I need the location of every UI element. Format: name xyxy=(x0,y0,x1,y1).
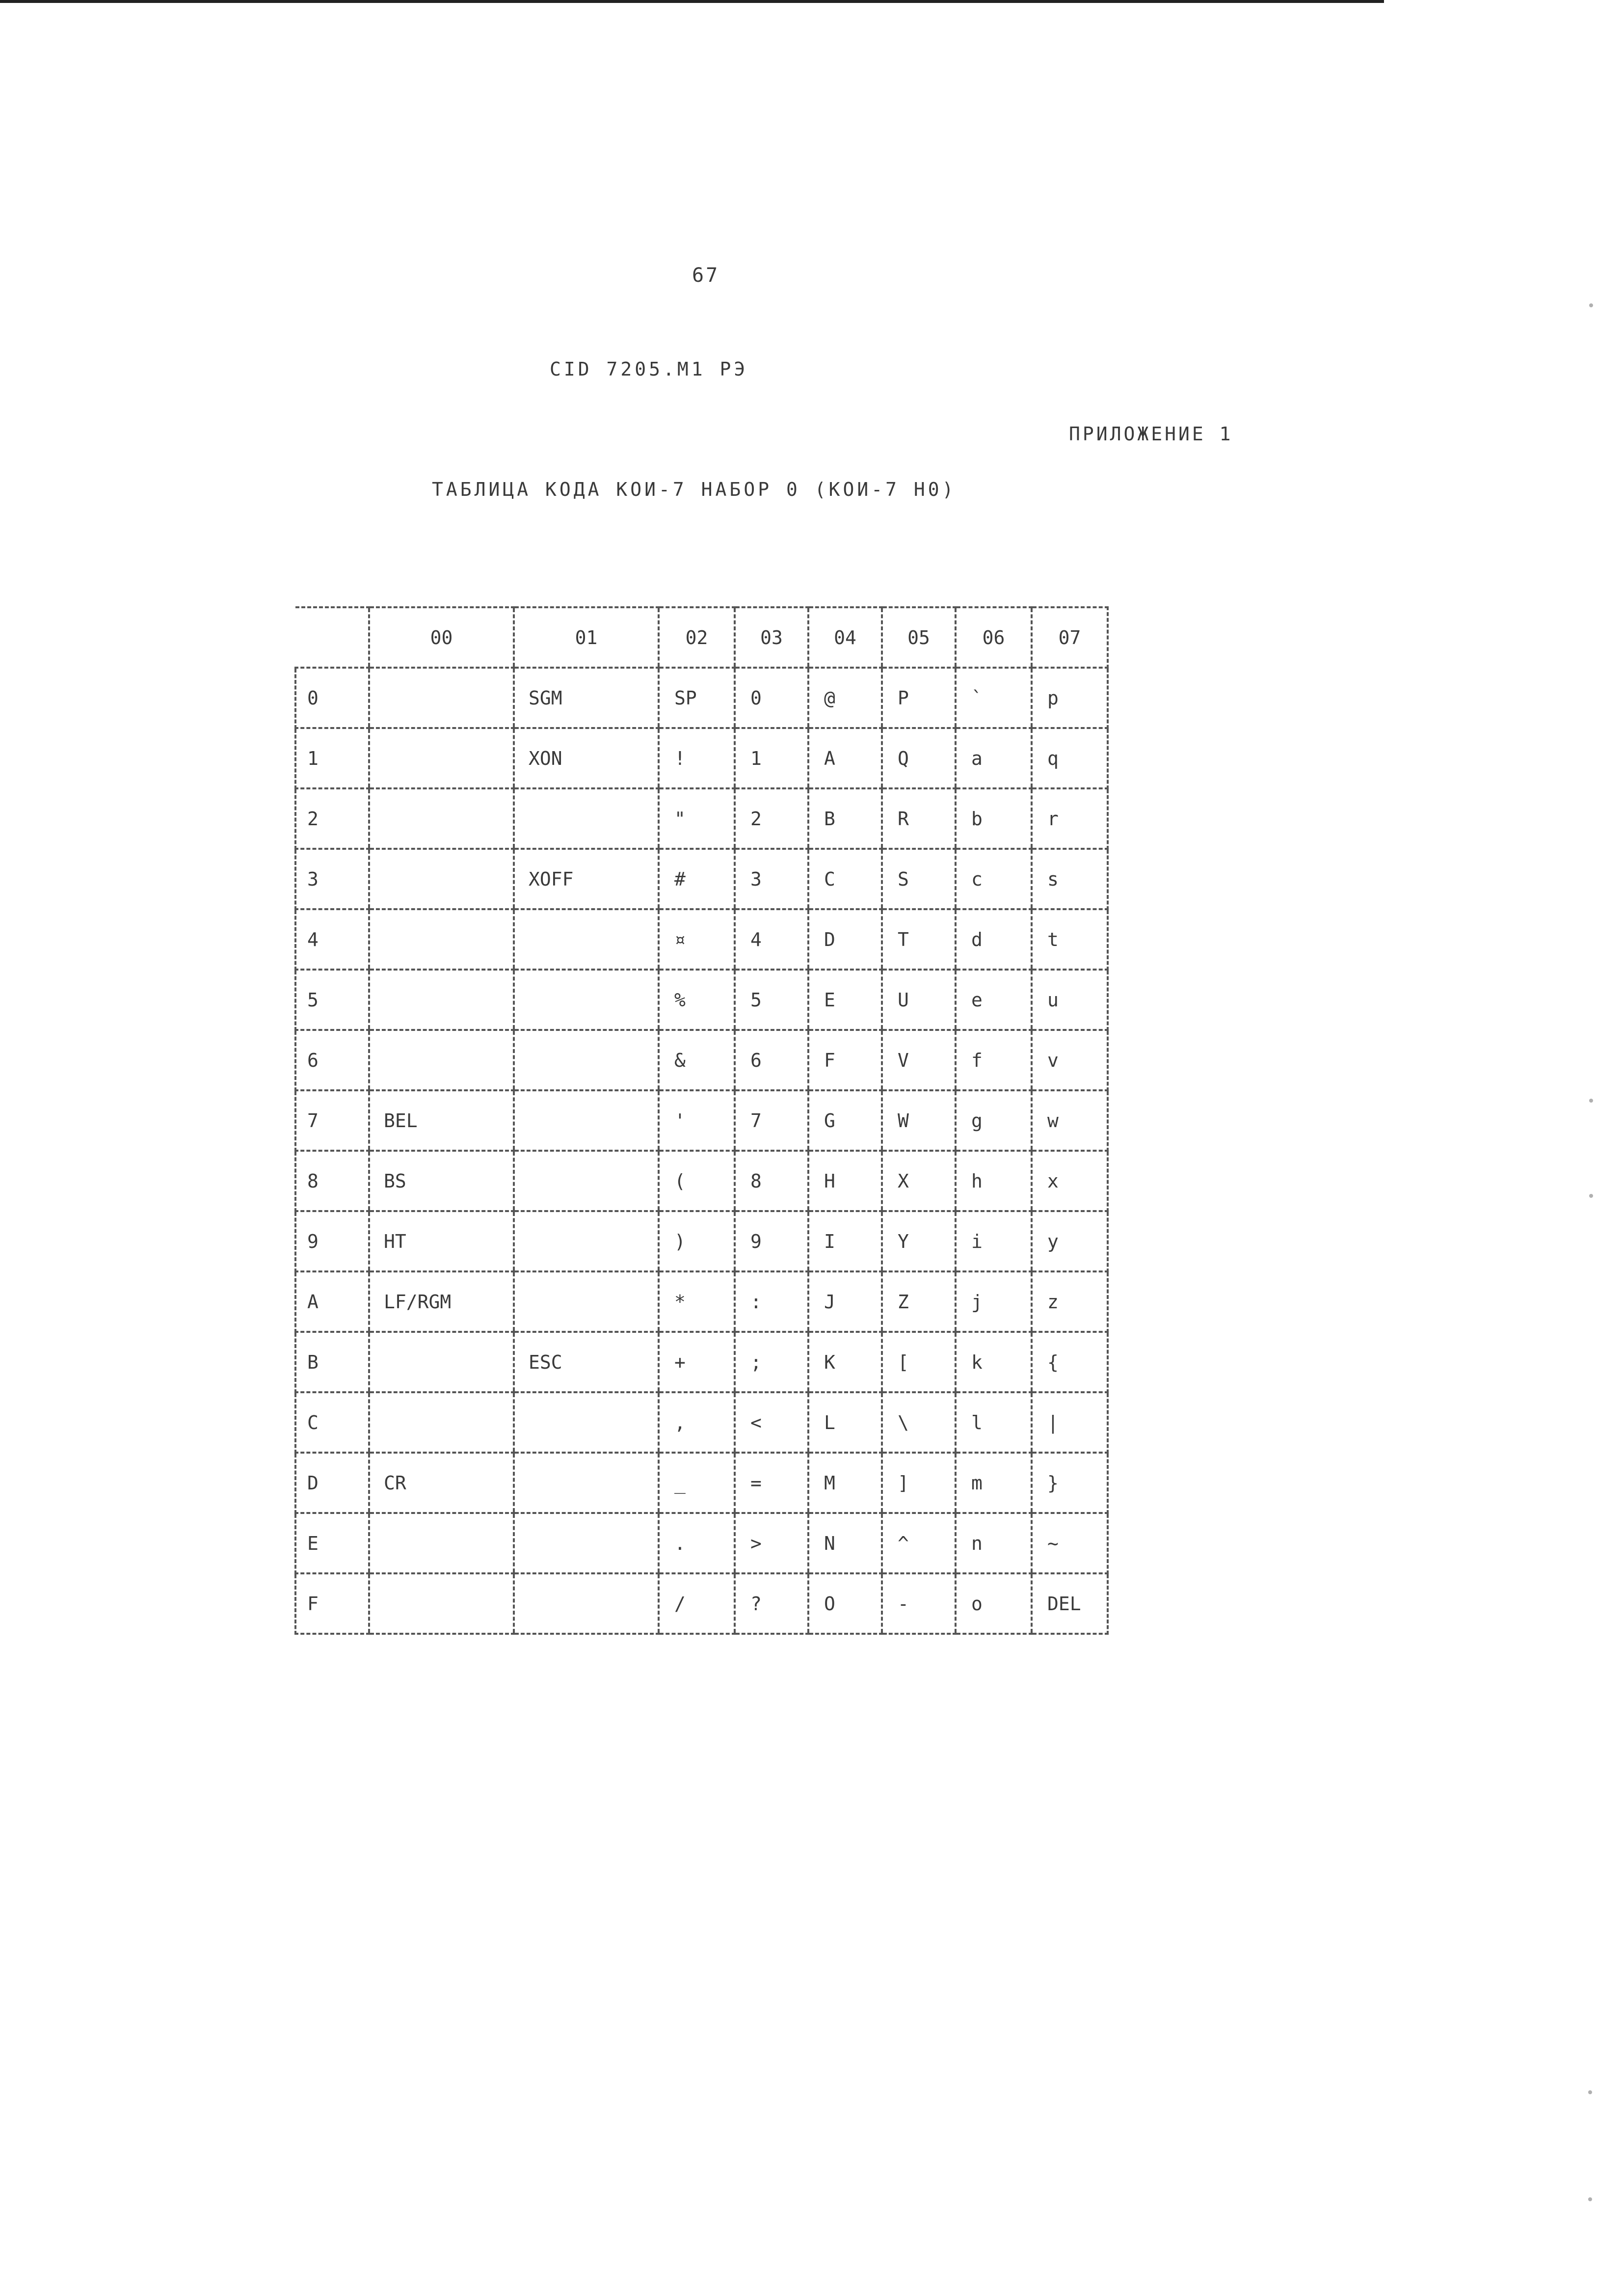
code-cell xyxy=(514,788,659,849)
code-cell: BS xyxy=(369,1151,514,1211)
code-cell: P xyxy=(882,668,956,728)
code-cell: | xyxy=(1032,1392,1108,1453)
table-row xyxy=(295,1453,1108,1513)
table-row xyxy=(295,849,1108,909)
scan-speck xyxy=(1589,1194,1593,1198)
code-cell xyxy=(369,970,514,1030)
code-cell: BEL xyxy=(369,1090,514,1151)
code-cell: , xyxy=(659,1392,735,1453)
code-cell: / xyxy=(659,1573,735,1634)
row-header: C xyxy=(295,1392,369,1453)
code-cell: * xyxy=(659,1271,735,1332)
code-cell: f xyxy=(956,1030,1032,1090)
code-cell: Z xyxy=(882,1271,956,1332)
code-cell: r xyxy=(1032,788,1108,849)
code-cell: } xyxy=(1032,1453,1108,1513)
code-cell xyxy=(369,1332,514,1392)
code-cell: ¤ xyxy=(659,909,735,970)
code-cell xyxy=(369,1513,514,1573)
code-cell: > xyxy=(735,1513,808,1573)
code-cell: 8 xyxy=(735,1151,808,1211)
table-title: ТАБЛИЦА КОДА КОИ-7 НАБОР 0 (КОИ-7 Н0) xyxy=(432,479,957,500)
koi7-code-table xyxy=(294,606,1109,1635)
row-header: 4 xyxy=(295,909,369,970)
code-cell: _ xyxy=(659,1453,735,1513)
column-header: 04 xyxy=(808,607,882,668)
code-cell: CR xyxy=(369,1453,514,1513)
code-cell: X xyxy=(882,1151,956,1211)
code-cell: { xyxy=(1032,1332,1108,1392)
row-header: 5 xyxy=(295,970,369,1030)
page-top-edge-line xyxy=(0,0,1384,3)
row-header: 3 xyxy=(295,849,369,909)
code-cell xyxy=(514,1573,659,1634)
code-cell: LF/RGM xyxy=(369,1271,514,1332)
code-cell: a xyxy=(956,728,1032,788)
table-row xyxy=(295,1392,1108,1453)
code-cell: 3 xyxy=(735,849,808,909)
code-cell xyxy=(369,1392,514,1453)
code-cell xyxy=(514,1211,659,1271)
code-cell: T xyxy=(882,909,956,970)
table-row xyxy=(295,668,1108,728)
code-cell: I xyxy=(808,1211,882,1271)
code-cell: z xyxy=(1032,1271,1108,1332)
row-header: 1 xyxy=(295,728,369,788)
code-cell: & xyxy=(659,1030,735,1090)
code-cell: \ xyxy=(882,1392,956,1453)
code-cell xyxy=(514,970,659,1030)
table-row xyxy=(295,1090,1108,1151)
code-cell xyxy=(514,909,659,970)
code-cell: y xyxy=(1032,1211,1108,1271)
table-corner-cell xyxy=(295,607,369,668)
row-header: 9 xyxy=(295,1211,369,1271)
code-cell: ^ xyxy=(882,1513,956,1573)
row-header: F xyxy=(295,1573,369,1634)
code-cell: R xyxy=(882,788,956,849)
row-header: E xyxy=(295,1513,369,1573)
code-cell: HT xyxy=(369,1211,514,1271)
code-cell: XOFF xyxy=(514,849,659,909)
code-cell: L xyxy=(808,1392,882,1453)
code-cell: XON xyxy=(514,728,659,788)
code-table-body xyxy=(295,607,1108,1634)
code-cell: ` xyxy=(956,668,1032,728)
row-header: 8 xyxy=(295,1151,369,1211)
row-header: 0 xyxy=(295,668,369,728)
column-header: 00 xyxy=(369,607,514,668)
column-header: 02 xyxy=(659,607,735,668)
table-row xyxy=(295,1151,1108,1211)
code-cell: j xyxy=(956,1271,1032,1332)
code-cell: ? xyxy=(735,1573,808,1634)
code-cell: O xyxy=(808,1573,882,1634)
code-cell: 6 xyxy=(735,1030,808,1090)
row-header: 6 xyxy=(295,1030,369,1090)
table-row xyxy=(295,788,1108,849)
code-cell: ; xyxy=(735,1332,808,1392)
code-cell: b xyxy=(956,788,1032,849)
code-cell xyxy=(369,909,514,970)
code-cell: = xyxy=(735,1453,808,1513)
code-cell xyxy=(514,1090,659,1151)
code-cell: B xyxy=(808,788,882,849)
page-number: 67 xyxy=(692,264,720,287)
code-cell: t xyxy=(1032,909,1108,970)
table-row xyxy=(295,1271,1108,1332)
code-cell: + xyxy=(659,1332,735,1392)
table-row xyxy=(295,1513,1108,1573)
code-cell: q xyxy=(1032,728,1108,788)
code-cell: S xyxy=(882,849,956,909)
code-cell: u xyxy=(1032,970,1108,1030)
code-cell: N xyxy=(808,1513,882,1573)
code-cell: 5 xyxy=(735,970,808,1030)
code-cell: SGM xyxy=(514,668,659,728)
code-cell: v xyxy=(1032,1030,1108,1090)
code-cell: SP xyxy=(659,668,735,728)
code-cell: W xyxy=(882,1090,956,1151)
code-cell: d xyxy=(956,909,1032,970)
column-header: 03 xyxy=(735,607,808,668)
table-row xyxy=(295,970,1108,1030)
code-cell: C xyxy=(808,849,882,909)
code-cell: U xyxy=(882,970,956,1030)
scan-speck xyxy=(1588,2090,1592,2094)
code-cell: [ xyxy=(882,1332,956,1392)
table-row xyxy=(295,1030,1108,1090)
document-code: CID 7205.M1 РЭ xyxy=(550,358,748,380)
row-header: 7 xyxy=(295,1090,369,1151)
code-cell: D xyxy=(808,909,882,970)
appendix-heading: ПРИЛОЖЕНИЕ 1 xyxy=(1069,423,1233,445)
row-header: B xyxy=(295,1332,369,1392)
code-cell: @ xyxy=(808,668,882,728)
code-cell: e xyxy=(956,970,1032,1030)
code-cell: 9 xyxy=(735,1211,808,1271)
row-header: D xyxy=(295,1453,369,1513)
row-header: A xyxy=(295,1271,369,1332)
code-cell: l xyxy=(956,1392,1032,1453)
code-cell: m xyxy=(956,1453,1032,1513)
code-cell xyxy=(369,668,514,728)
code-cell: w xyxy=(1032,1090,1108,1151)
code-cell: 2 xyxy=(735,788,808,849)
code-cell: 7 xyxy=(735,1090,808,1151)
table-row xyxy=(295,1332,1108,1392)
code-cell: V xyxy=(882,1030,956,1090)
code-cell xyxy=(369,1573,514,1634)
code-cell: ] xyxy=(882,1453,956,1513)
row-header: 2 xyxy=(295,788,369,849)
code-cell: < xyxy=(735,1392,808,1453)
table-row xyxy=(295,728,1108,788)
code-cell xyxy=(369,728,514,788)
code-cell: H xyxy=(808,1151,882,1211)
code-cell: s xyxy=(1032,849,1108,909)
code-cell: : xyxy=(735,1271,808,1332)
code-cell: ! xyxy=(659,728,735,788)
code-cell xyxy=(514,1271,659,1332)
code-cell: " xyxy=(659,788,735,849)
column-header: 06 xyxy=(956,607,1032,668)
column-header: 05 xyxy=(882,607,956,668)
code-cell: h xyxy=(956,1151,1032,1211)
code-cell: # xyxy=(659,849,735,909)
code-cell: c xyxy=(956,849,1032,909)
scan-speck xyxy=(1589,1099,1593,1103)
code-cell xyxy=(514,1392,659,1453)
table-row xyxy=(295,909,1108,970)
code-cell: ( xyxy=(659,1151,735,1211)
table-row xyxy=(295,1211,1108,1271)
code-cell: ' xyxy=(659,1090,735,1151)
code-cell: DEL xyxy=(1032,1573,1108,1634)
code-cell: 4 xyxy=(735,909,808,970)
scan-speck xyxy=(1589,303,1593,307)
scan-speck xyxy=(1588,2197,1592,2201)
code-cell: 0 xyxy=(735,668,808,728)
code-cell: M xyxy=(808,1453,882,1513)
code-cell xyxy=(514,1513,659,1573)
code-cell: . xyxy=(659,1513,735,1573)
code-cell: p xyxy=(1032,668,1108,728)
code-cell: G xyxy=(808,1090,882,1151)
code-cell: F xyxy=(808,1030,882,1090)
code-cell: 1 xyxy=(735,728,808,788)
code-cell: i xyxy=(956,1211,1032,1271)
code-cell: J xyxy=(808,1271,882,1332)
code-cell xyxy=(369,1030,514,1090)
code-cell: Y xyxy=(882,1211,956,1271)
code-cell xyxy=(514,1453,659,1513)
code-cell: A xyxy=(808,728,882,788)
code-cell: g xyxy=(956,1090,1032,1151)
code-cell: % xyxy=(659,970,735,1030)
table-row xyxy=(295,1573,1108,1634)
code-cell xyxy=(514,1030,659,1090)
code-cell xyxy=(514,1151,659,1211)
column-header: 07 xyxy=(1032,607,1108,668)
code-cell: ~ xyxy=(1032,1513,1108,1573)
code-cell: k xyxy=(956,1332,1032,1392)
code-cell: ) xyxy=(659,1211,735,1271)
code-cell: ESC xyxy=(514,1332,659,1392)
code-cell xyxy=(369,788,514,849)
code-cell: Q xyxy=(882,728,956,788)
code-cell: x xyxy=(1032,1151,1108,1211)
code-cell: o xyxy=(956,1573,1032,1634)
code-cell: E xyxy=(808,970,882,1030)
table-header-row xyxy=(295,607,1108,668)
code-cell: n xyxy=(956,1513,1032,1573)
code-cell xyxy=(369,849,514,909)
code-cell: - xyxy=(882,1573,956,1634)
column-header: 01 xyxy=(514,607,659,668)
code-cell: K xyxy=(808,1332,882,1392)
